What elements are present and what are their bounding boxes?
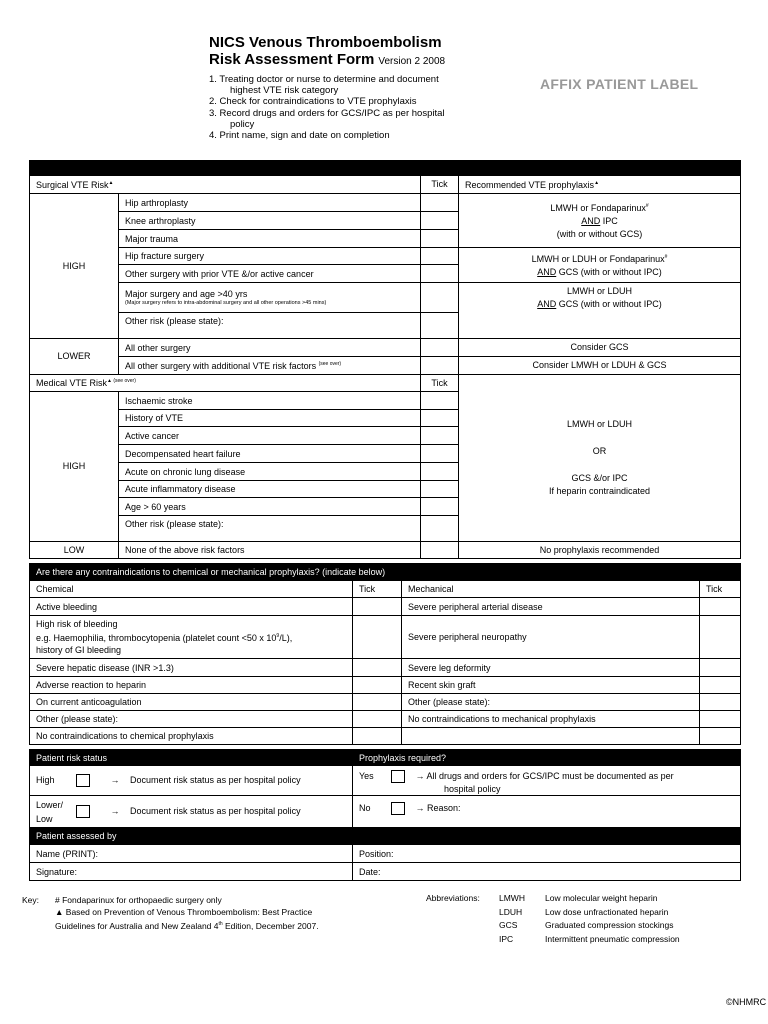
risk-low-row: [30, 796, 353, 828]
form-title-line1: NICS Venous Thromboembolism: [209, 34, 442, 51]
see-over-note: (see over): [318, 360, 342, 367]
rec-1-a: LMWH or Fondaparinux: [550, 203, 646, 213]
tick-cell[interactable]: [421, 445, 459, 463]
contra-table: [29, 563, 741, 745]
proph-no-checkbox[interactable]: [391, 802, 405, 815]
medical-rec-a: LMWH or LDUH: [566, 419, 632, 429]
tick-cell[interactable]: [353, 694, 402, 711]
surgical-lower-item: All other surgery: [119, 339, 421, 357]
proph-no-reason: → Reason:: [415, 803, 461, 813]
medical-heading-text: Medical VTE Risk: [36, 378, 108, 388]
tick-cell[interactable]: [353, 616, 402, 659]
major-surgery-note: (Major surgery refers to intra-abdominal surgery and all other operations >45 mins): [125, 299, 327, 306]
tick-cell[interactable]: [421, 230, 459, 248]
mech-item: Severe peripheral arterial disease: [402, 598, 700, 616]
instruction-3: 3. Record drugs and orders for GCS/IPC as per hospital: [209, 107, 445, 119]
empty-cell: [700, 728, 741, 745]
medical-see-over: (see over): [113, 378, 136, 384]
contra-banner: Are there any contraindications to chemical or mechanical prophylaxis? (indicate below): [30, 564, 741, 581]
proph-yes-text-2: hospital policy: [444, 784, 501, 795]
assessed-heading: Patient assessed by: [30, 828, 353, 845]
surgical-item-major: [119, 283, 421, 313]
tick-cell[interactable]: [421, 427, 459, 445]
form-title: [209, 34, 445, 70]
chem-item-bleeding-risk: [30, 616, 353, 659]
rec-2-a: LMWH or LDUH or Fondaparinux: [531, 254, 665, 264]
proph-no-row: [353, 796, 741, 828]
medical-low-item: None of the above risk factors: [119, 542, 421, 559]
abbr-key: IPC: [499, 933, 514, 944]
abbr-label: Abbreviations:: [426, 893, 480, 903]
surgical-lower-item-2: [119, 357, 421, 375]
medical-item-other[interactable]: Other risk (please state):: [119, 516, 421, 542]
surgical-heading: Surgical VTE Risk▲: [30, 176, 421, 194]
tick-cell[interactable]: [353, 659, 402, 677]
abbr-value: Low dose unfractionated heparin: [545, 906, 669, 917]
surgical-item: Major trauma: [119, 230, 421, 248]
arrow-icon: →: [110, 806, 120, 816]
key-tri-note-2a: Guidelines for Australia and New Zealand 4: [55, 920, 219, 931]
tick-cell[interactable]: [421, 392, 459, 410]
medical-low-rec: No prophylaxis recommended: [459, 542, 741, 559]
chem-tick-heading: Tick: [353, 581, 402, 598]
risk-low-checkbox[interactable]: [76, 805, 90, 818]
empty-cell: [402, 728, 700, 745]
rec-heading: Recommended VTE prophylaxis▲: [459, 176, 741, 194]
instruction-3b: policy: [230, 118, 255, 130]
mech-item: Recent skin graft: [402, 677, 700, 694]
chem-item: Severe hepatic disease (INR >1.3): [30, 659, 353, 677]
prophylaxis-heading: Prophylaxis required?: [353, 750, 741, 766]
risk-table: [29, 160, 741, 559]
arrow-icon: →: [110, 774, 120, 785]
key-tri-sup: th: [218, 921, 223, 927]
chem-item: On current anticoagulation: [30, 694, 353, 711]
medical-item: Age > 60 years: [119, 498, 421, 516]
tick-cell[interactable]: [353, 598, 402, 616]
bleed-detail-2: /L),: [279, 633, 293, 643]
medical-tick-heading: Tick: [421, 375, 459, 392]
surgical-item-other[interactable]: Other risk (please state):: [119, 313, 421, 339]
name-field[interactable]: Name (PRINT):: [30, 845, 353, 863]
medical-high-label: HIGH: [30, 392, 119, 542]
tick-cell[interactable]: [421, 481, 459, 498]
instruction-2: 2. Check for contraindications to VTE prophylaxis: [209, 96, 417, 108]
instruction-4: 4. Print name, sign and date on completion: [209, 130, 390, 142]
risk-high-checkbox[interactable]: [76, 774, 90, 787]
chem-item: Adverse reaction to heparin: [30, 677, 353, 694]
major-surgery-text: Major surgery and age >40 yrs: [125, 288, 248, 299]
chem-heading: Chemical: [30, 581, 353, 598]
rec-1-and: AND: [581, 216, 601, 226]
signature-field[interactable]: Signature:: [30, 863, 353, 881]
lower-item-2-text: All other surgery with additional VTE risk factors: [125, 360, 317, 371]
date-field[interactable]: Date:: [353, 863, 741, 881]
abbr-key: LDUH: [499, 906, 523, 917]
medical-item: Acute inflammatory disease: [119, 481, 421, 498]
tick-cell[interactable]: [700, 598, 741, 616]
abbr-key: GCS: [499, 920, 518, 930]
surgical-heading-text: Surgical VTE Risk: [36, 179, 109, 190]
tick-cell[interactable]: [421, 248, 459, 265]
mech-item: Severe peripheral neuropathy: [402, 616, 700, 659]
medical-item: Acute on chronic lung disease: [119, 463, 421, 481]
risk-high-label: High: [36, 774, 55, 785]
status-table: [29, 749, 741, 881]
form-title-line2-text: Risk Assessment Form: [209, 51, 375, 68]
risk-low-label: Low: [36, 813, 53, 824]
medical-item: History of VTE: [119, 410, 421, 427]
tick-cell[interactable]: [421, 339, 459, 357]
position-field[interactable]: Position:: [353, 845, 741, 863]
bleed-detail-1: e.g. Haemophilia, thrombocytopenia (platelet count <50 x 10: [36, 633, 277, 643]
tick-cell[interactable]: [700, 616, 741, 659]
mech-item-other[interactable]: Other (please state):: [402, 694, 700, 711]
medical-item: Active cancer: [119, 427, 421, 445]
tick-cell[interactable]: [353, 728, 402, 745]
surgical-lower-label: LOWER: [30, 339, 119, 375]
mech-tick-heading: Tick: [700, 581, 741, 598]
tick-cell[interactable]: [700, 677, 741, 694]
bleed-detail-exp: 9: [276, 633, 280, 639]
copyright-note: ©NHMRC: [726, 997, 767, 1007]
abbr-value: Graduated compression stockings: [545, 920, 674, 930]
surgical-item: Hip fracture surgery: [119, 248, 421, 265]
key-notes: [55, 894, 385, 932]
rec-3: [459, 283, 741, 339]
mech-item: No contraindications to mechanical prophylaxis: [402, 711, 700, 728]
bleed-risk-title: High risk of bleeding: [36, 619, 118, 629]
risk-lower-label: Lower/: [36, 799, 64, 810]
surgical-item: Knee arthroplasty: [119, 212, 421, 230]
chem-item-other[interactable]: Other (please state):: [30, 711, 353, 728]
tick-cell[interactable]: [421, 212, 459, 230]
risk-high-doc: Document risk status as per hospital policy: [130, 774, 301, 785]
medical-heading: Medical VTE Risk▲ $^{(see over)}$: [30, 375, 421, 392]
tick-cell[interactable]: [421, 410, 459, 427]
tick-cell[interactable]: [421, 516, 459, 542]
tick-cell[interactable]: [700, 694, 741, 711]
rec-1-c: (with or without GCS): [556, 229, 643, 239]
black-header-bar: [30, 161, 741, 176]
affix-patient-label: AFFIX PATIENT LABEL: [540, 76, 699, 92]
abbr-value: Intermittent pneumatic compression: [545, 933, 680, 944]
bleed-detail-3: history of GI bleeding: [36, 645, 122, 655]
mech-item: Severe leg deformity: [402, 659, 700, 677]
tick-cell[interactable]: [353, 711, 402, 728]
risk-high-row: [30, 766, 353, 796]
medical-rec: [459, 375, 741, 542]
proph-yes-checkbox[interactable]: [391, 770, 405, 783]
key-label: Key:: [22, 895, 40, 905]
tick-cell[interactable]: [700, 711, 741, 728]
tick-cell[interactable]: [421, 357, 459, 375]
risk-status-heading: Patient risk status: [30, 750, 353, 766]
surgical-item: Hip arthroplasty: [119, 194, 421, 212]
tick-cell[interactable]: [421, 194, 459, 212]
key-hash-note: # Fondaparinux for orthopaedic surgery only: [55, 895, 222, 905]
tick-cell[interactable]: [421, 542, 459, 559]
tick-cell[interactable]: [421, 463, 459, 481]
instructions: [209, 74, 479, 141]
lower-rec-1: Consider GCS: [459, 339, 741, 357]
tick-cell[interactable]: [421, 283, 459, 313]
key-tri-note-2b: Edition, December 2007.: [222, 920, 319, 931]
rec-3-and: AND: [537, 299, 557, 309]
medical-rec-b: GCS &/or IPC: [571, 473, 628, 483]
lower-rec-2: Consider LMWH or LDUH & GCS: [459, 357, 741, 375]
rec-2-and: AND: [537, 267, 557, 277]
rec-1: LMWH or Fondaparinux# AND IPC (with or without GCS): [459, 194, 741, 248]
tick-cell[interactable]: [421, 265, 459, 283]
abbr-value: Low molecular weight heparin: [545, 893, 658, 903]
tick-cell[interactable]: [353, 677, 402, 694]
surgical-high-label: HIGH: [30, 194, 119, 339]
tick-cell[interactable]: [421, 313, 459, 339]
tick-cell[interactable]: [700, 659, 741, 677]
surgical-item: Other surgery with prior VTE &/or active cancer: [119, 265, 421, 283]
mech-heading: Mechanical: [402, 581, 700, 598]
proph-yes-text: → All drugs and orders for GCS/IPC must be documented as per: [415, 771, 674, 781]
risk-low-doc: Document risk status as per hospital policy: [130, 806, 301, 816]
instruction-1b: highest VTE risk category: [230, 85, 339, 97]
proph-yes-label: Yes: [359, 771, 374, 781]
chem-item: Active bleeding: [30, 598, 353, 616]
version-label: Version 2 2008: [378, 56, 446, 67]
medical-item: Ischaemic stroke: [119, 392, 421, 410]
abbreviations: [426, 892, 680, 946]
medical-low-label: LOW: [30, 542, 119, 559]
rec-2: LMWH or LDUH or Fondaparinux# AND GCS (with or without IPC): [459, 248, 741, 283]
rec-2-b: GCS (with or without IPC): [556, 267, 662, 277]
rec-1-b: IPC: [600, 216, 618, 226]
medical-rec-c: If heparin contraindicated: [548, 486, 651, 496]
proph-no-label: No: [359, 803, 371, 813]
assessed-heading-blank: [353, 828, 741, 845]
abbr-key: LMWH: [499, 893, 525, 903]
rec-3-b: GCS (with or without IPC): [556, 299, 662, 309]
proph-yes-row: [353, 766, 741, 796]
chem-item: No contraindications to chemical prophylaxis: [30, 728, 353, 745]
rec-heading-text: Recommended VTE prophylaxis: [465, 179, 595, 190]
rec-3-a: LMWH or LDUH: [566, 286, 632, 296]
form-title-line2: [209, 51, 445, 70]
tick-cell[interactable]: [421, 498, 459, 516]
medical-rec-or: OR: [592, 446, 607, 456]
medical-item: Decompensated heart failure: [119, 445, 421, 463]
surgical-tick-heading: Tick: [421, 176, 459, 194]
key-tri-note-1: ▲ Based on Prevention of Venous Thromboembolism: Best Practice: [55, 907, 313, 917]
instruction-1: 1. Treating doctor or nurse to determine and document: [209, 74, 439, 85]
